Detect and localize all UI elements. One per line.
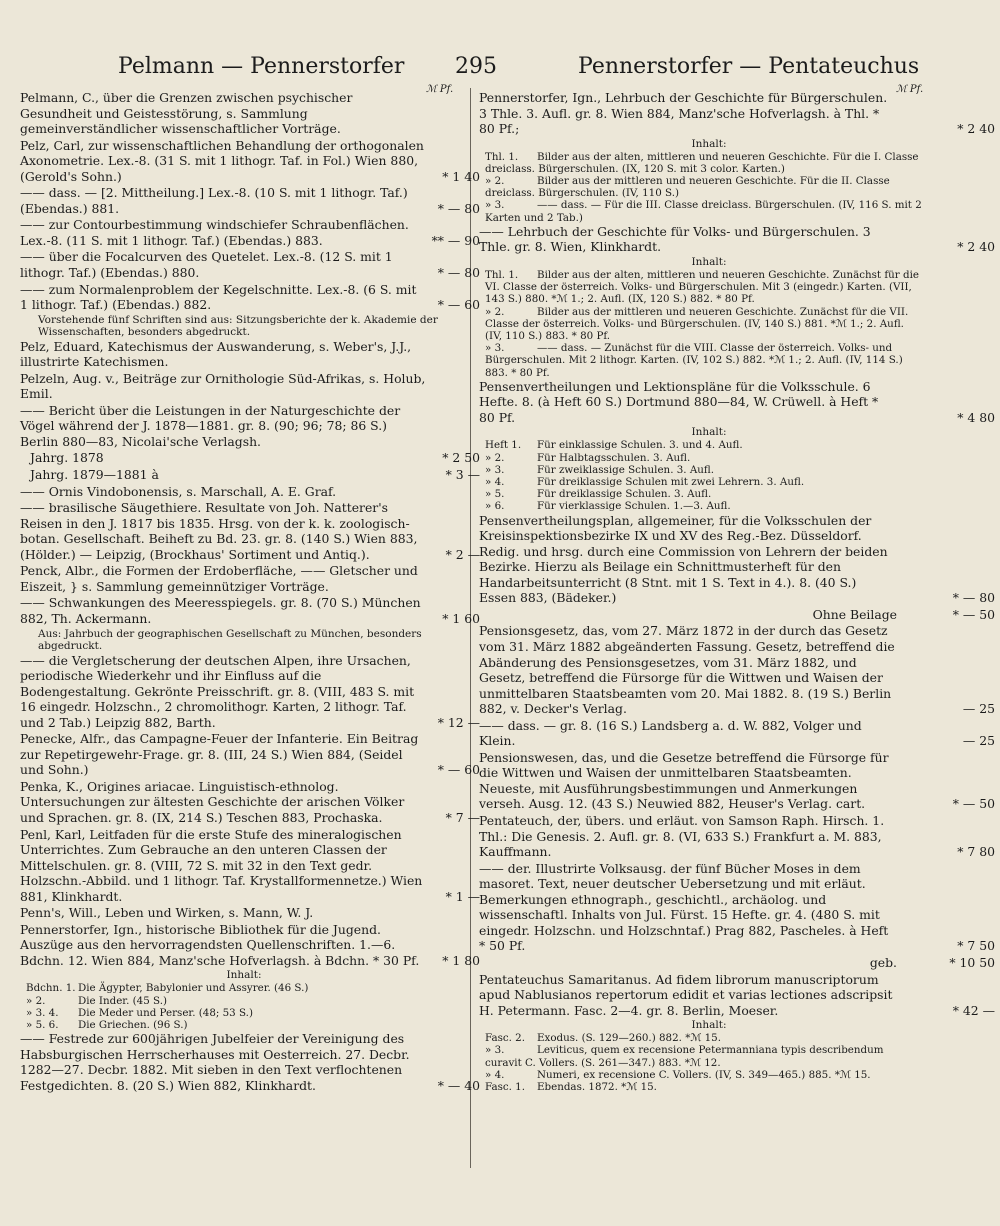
contents-item-volume: » 4. [485,1068,505,1081]
catalog-entry [20,652,480,731]
entry-text: Penck, Albr., die Formen der Erdoberfläche, —— Gletscher und Eiszeit, } s. Sammlung gemeinnütziger Vorträge. [20,563,418,594]
catalog-entry [479,971,995,1019]
entry-price: * 7 — [445,809,480,825]
entry-text: Pelz, Eduard, Katechismus der Auswanderung, s. Weber's, J.J., illustrirte Katechismen. [20,338,412,370]
catalog-entry [20,905,468,921]
contents-item [479,1044,939,1068]
entry-price: * — 50 [952,796,995,812]
catalog-entry [20,778,480,826]
contents-item [479,1081,939,1093]
entry-price: ** — 90 [431,232,480,248]
contents-item-text: —— dass. — Für die III. Classe dreiclass. Bürgerschulen. (IV, 116 S. mit 2 Karten und 2 Tab.) [485,199,922,224]
catalog-entry [479,813,995,860]
catalog-entry [20,500,480,562]
catalog-entry [20,921,480,969]
contents-item-text: Für dreiklassige Schulen mit zwei Lehrern. 3. Aufl. [537,476,805,489]
contents-label: Inhalt: [226,969,262,982]
entry-text: Pelzeln, Aug. v., Beiträge zur Ornithologie Süd-Afrikas, s. Holub, Emil. [20,370,426,402]
entry-price: * 2 50 [442,450,480,466]
contents-item-text: Die Inder. (45 S.) [78,994,168,1007]
entry-price: — 25 [962,733,995,749]
contents-item-text: Für dreiklassige Schulen. 3. Aufl. [537,488,712,501]
catalog-entry [20,249,480,281]
catalog-entry [20,403,468,450]
entry-text: Pelmann, C., über die Grenzen zwischen psychischer Gesundheit und Geistesstörung, s. Sammlung gemeinverständlicher wissenschaftlicher Vorträge. [20,90,353,137]
entry-price: * 2 40 [957,121,995,137]
entry-text: —— Lehrbuch der Geschichte für Volks- und Bürgerschulen. 3 Thle. gr. 8. Wien, Klinkhardt. [479,223,871,255]
left-column [20,90,480,1094]
catalog-entry [479,90,995,137]
entry-price: * 1 — [445,888,480,904]
entry-text: Pentateuchus Samaritanus. Ad fidem librorum manuscriptorum apud Nablusianos repertorum edidit et varias lectiones adscripsit H. Petermann. Fasc. 2—4. gr. 8. Berlin, Moeser. [479,971,893,1018]
contents-item [479,1069,939,1081]
contents-item [20,995,468,1007]
contents-item-text: Für vierklassige Schulen. 1.—3. Aufl. [537,500,731,513]
entry-price: * 2 — [445,546,480,562]
contents-item-volume: Thl. 1. [485,150,519,163]
catalog-entry [20,339,468,370]
entry-text: Penecke, Alfr., das Campagne-Feuer der Infanterie. Ein Beitrag zur Repetirgewehr-Frage. gr. 8. (III, 24 S.) Wien 884, (Seidel und Sohn.) [20,731,419,778]
entry-price: * 10 50 [949,954,995,970]
entry-text: Jahrg. 1879—1881 à [30,467,159,483]
catalog-entry [479,512,995,606]
catalog-entry [20,826,480,905]
running-head [0,48,1000,88]
contents-item [479,342,939,379]
entry-text: Pelz, Carl, zur wissenschaftlichen Behandlung der orthogonalen Axonometrie. Lex.-8. (31 S. mit 1 lithogr. Taf. in Fol.) Wien 880, (Gerold's Sohn.) [20,137,424,184]
price-unit-right: ℳ Pf. [896,84,924,95]
contents-item-text: Die Ägypter, Babylonier und Assyrer. (46 S.) [78,982,309,995]
entry-text: —— Festrede zur 600jährigen Jubelfeier der Vereinigung des Habsburgischen Herrscherhauses mit Oesterreich. 27. Decbr. 1282—27. Decbr. 1882. Mit sieben in den Text verflochtenen Festgedichten. 8. (20 S.) Wien 882, Klinkhardt. [20,1031,410,1093]
contents-item-volume: » 3. [485,1044,505,1057]
contents-item-volume: » 3. 4. [26,1006,59,1019]
contents-item-text: Numeri, ex recensione C. Vollers. (IV, S. 349—465.) 885. *ℳ 15. [537,1068,871,1081]
contents-item-text: Die Griechen. (96 S.) [78,1019,188,1032]
contents-item-text: Bilder aus der alten, mittleren und neueren Geschichte. Für die I. Classe dreiclass. Bürgerschulen. (IX, 120 S. mit 3 color. Karten.) [485,150,919,175]
catalog-entry [20,185,480,216]
entry-text: —— der. Illustrirte Volksausg. der fünf Bücher Moses in dem masoret. Text, neuer deutscher Uebersetzung und mit erläut. Bemerkungen ethnograph., geschichtl., archäolog. und wissenschaftl. Inhalts von Jul. Fürst. 15 Hefte. gr. 4. (480 S. mit eingedr. Holzschn. und Holzschntaf.) Prag 882, Pascheles. à Heft * 50 Pf. [479,860,889,954]
contents-item [479,199,939,223]
catalog-entry [479,717,995,749]
entry-text: Penn's, Will., Leben und Wirken, s. Mann, W. J. [20,905,314,921]
contents-label: Inhalt: [691,426,727,439]
contents-item-volume: » 4. [485,476,505,489]
page-number: 295 [455,54,497,79]
contents-item-text: Für zweiklassige Schulen. 3. Aufl. [537,463,715,476]
entry-price: * 1 80 [442,952,480,968]
catalog-entry [20,467,480,483]
entry-text: Pensenvertheilungen und Lektionspläne für die Volksschule. 6 Hefte. 8. (à Heft 60 S.) Dortmund 880—84, W. Crüwell. à Heft * 80 Pf. [479,378,879,425]
contents-item [479,175,939,199]
entry-price: * — 40 [437,1077,480,1093]
catalog-entry [20,731,480,778]
column-divider [470,88,471,1168]
contents-item-volume: » 5. 6. [26,1019,59,1032]
catalog-entry [479,223,995,255]
catalog-entry [479,954,995,971]
entry-text: Pennerstorfer, Ign., Lehrbuch der Geschichte für Bürgerschulen. 3 Thle. 3. Aufl. gr. 8. Wien 884, Manz'sche Hofverlagsh. à Thl. * 80 Pf.; [479,90,888,137]
contents-item-volume: » 2. [485,305,505,318]
catalog-entry [479,378,995,426]
entry-text: —— Ornis Vindobonensis, s. Marschall, A. E. Graf. [20,483,337,499]
contents-label: Inhalt: [691,1019,727,1032]
entry-text: —— zum Normalenproblem der Kegelschnitte. Lex.-8. (6 S. mit 1 lithogr. Taf.) (Ebendas.) 882. [20,281,417,313]
entry-text: —— die Vergletscherung der deutschen Alpen, ihre Ursachen, periodische Wiederkehr und ihr Einfluss auf die Bodengestaltung. Gekrönte Preisschrift. gr. 8. (VIII, 483 S. mit 16 eingedr. Holzschn., 2 chromolithogr. Karten, 2 lithogr. Taf. und 2 Tab.) Leipzig 882, Barth. [20,652,415,730]
catalog-entry [20,1031,480,1093]
entry-note [20,628,468,652]
catalog-entry [20,217,480,248]
contents-item-volume: » 5. [485,488,505,501]
contents-item [479,452,939,464]
entry-text: Jahrg. 1878 [30,450,104,466]
contents-item-text: Bilder aus der mittleren und neueren Geschichte. Für die II. Classe dreiclass. Bürgerschulen. (IV, 110 S.) [485,175,890,200]
catalog-entry [20,281,480,313]
catalog-entry [479,606,995,623]
contents-item [479,464,939,476]
contents-item-volume: » 2. [26,994,46,1007]
entry-text: Pentateuch, der, übers. und erläut. von Samson Raph. Hirsch. 1. Thl.: Die Genesis. 2. Aufl. gr. 8. (VI, 633 S.) Frankfurt a. M. 883, Kauffmann. [479,813,885,860]
catalog-entry [20,371,468,402]
contents-item-volume: » 2. [485,451,505,464]
entry-price: * 12 — [437,714,480,730]
catalog-entry [479,623,995,717]
entry-price: * — 80 [437,265,480,281]
contents-item [479,439,939,451]
contents-item [479,500,939,512]
entry-text: geb. [869,954,897,970]
contents-item [479,488,939,500]
entry-price: * 1 40 [442,168,480,184]
contents-item-text: Die Meder und Perser. (48; 53 S.) [78,1006,253,1019]
entry-price: * — 80 [952,590,995,606]
contents-item [479,306,939,343]
contents-item-text: Bilder aus der alten, mittleren und neueren Geschichte. Zunächst für die VI. Classe der österreich. Volks- und Bürgerschulen. Mit 3 (eingedr.) Karten. (VII, 143 S.) 880. *ℳ 1.; 2. Aufl. (IX, 120 S.) 882. * 80 Pf. [485,268,919,306]
contents-item-volume: Fasc. 1. [485,1080,526,1093]
contents-item [479,151,939,175]
entry-text: —— Schwankungen des Meeresspiegels. gr. 8. (70 S.) München 882, Th. Ackermann. [20,595,421,626]
entry-text: Pensionsgesetz, das, vom 27. März 1872 in der durch das Gesetz vom 31. März 1882 abgeänderten Fassung. Gesetz, betreffend die Abänderung des Pensionsgesetzes, vom 31. März 1882, und Gesetz, betreffend die Fürsorge für die Wittwen und Waisen der unmittelbaren Staatsbeamten vom 20. Mai 1882. 8. (19 S.) Berlin 882, v. Decker's Verlag. [479,623,895,717]
catalog-entry [20,484,468,500]
entry-price: * 7 80 [957,844,995,860]
entry-text: Pennerstorfer, Ign., historische Bibliothek für die Jugend. Auszüge aus den hervorragendsten Quellenschriften. 1.—6. Bdchn. 12. Wien 884, Manz'sche Hofverlagsh. à Bdchn. * 30 Pf. [20,921,420,968]
entry-price: * — 80 [437,200,480,216]
contents-item-text: Ebendas. 1872. *ℳ 15. [537,1080,657,1093]
catalog-entry [20,563,468,594]
entry-price: * 2 40 [957,239,995,255]
entry-price: * 42 — [952,1002,995,1018]
catalog-entry [20,137,480,185]
contents-item-text: Für Halbtagsschulen. 3. Aufl. [537,451,691,464]
contents-label: Inhalt: [691,137,727,150]
contents-item-volume: » 3. [485,342,505,355]
entry-price: * — 50 [952,606,995,622]
entry-text: —— Bericht über die Leistungen in der Naturgeschichte der Vögel während der J. 1878—1881. gr. 8. (90; 96; 78; 86 S.) Berlin 880—83, Nicolai'sche Verlagsh. [20,402,401,449]
entry-text: Penl, Karl, Leitfaden für die erste Stufe des mineralogischen Unterrichtes. Zum Gebrauche an den unteren Classen der Mittelschulen. gr. 8. (VIII, 72 S. mit 32 in den Text gedr. Holzschn.-Abbild. und 1 lithogr. Taf. Krystallformennetze.) Wien 881, Klinkhardt. [20,826,423,904]
contents-item [20,982,468,994]
catalog-entry [20,595,480,626]
entry-price: — 25 [962,701,995,717]
contents-item-text: Exodus. (S. 129—260.) 882. *ℳ 15. [537,1032,722,1045]
running-head-right: Pennerstorfer — Pentateuchus [578,54,920,79]
contents-item-volume: Thl. 1. [485,268,519,281]
contents-item [20,1007,468,1019]
entry-text: —— dass. — gr. 8. (16 S.) Landsberg a. d. W. 882, Volger und Klein. [479,717,862,749]
right-column [479,90,995,1093]
catalog-entry [20,450,480,466]
contents-item-volume: Fasc. 2. [485,1032,526,1045]
entry-text: Ohne Beilage [812,606,897,622]
contents-item [479,269,939,306]
contents-item-volume: Bdchn. 1. [26,982,76,995]
contents-item-volume: » 3. [485,199,505,212]
entry-text: Pensionswesen, das, und die Gesetze betreffend die Fürsorge für die Wittwen und Waisen der unmittelbaren Staatsbeamten. Neueste, mit Ausführungsbestimmungen und Anmerkungen verseh. Ausg. 12. (43 S.) Neuwied 882, Heuser's Verlag. cart. [479,749,889,812]
contents-item-text: Bilder aus der mittleren und neueren Geschichte. Zunächst für die VII. Classe der österreich. Volks- und Bürgerschulen. (IV, 140 S.) 881. *ℳ 1.; 2. Aufl. (IV, 110 S.) 883. * 80 Pf. [485,305,909,342]
entry-text: Pensenvertheilungsplan, allgemeiner, für die Volksschulen der Kreisinspektionsbezirke IX und XV des Reg.-Bez. Düsseldorf. Redig. und hrsg. durch eine Commission von Lehrern der beiden Bezirke. Hierzu als Beilage ein Schnittmusterheft für den Handarbeitsunterricht (8 Stnt. mit 1 S. Text in 4.). 8. (40 S.) Essen 883, (Bädeker.) [479,512,888,606]
entry-price: * — 60 [437,762,480,778]
entry-price: * 7 50 [957,938,995,954]
entry-price: * 3 — [445,467,480,483]
entry-text: —— über die Focalcurven des Quetelet. Lex.-8. (12 S. mit 1 lithogr. Taf.) (Ebendas.) 880. [20,249,393,281]
running-head-left: Pelmann — Pennerstorfer [118,54,405,79]
price-unit-left: ℳ Pf. [426,84,454,95]
entry-text: —— dass. — [2. Mittheilung.] Lex.-8. (10 S. mit 1 lithogr. Taf.) (Ebendas.) 881. [20,185,408,216]
contents-item-volume: » 6. [485,500,505,513]
entry-price: * — 60 [437,297,480,313]
contents-item [20,1019,468,1031]
entry-text: Penka, K., Origines ariacae. Linguistisch-ethnolog. Untersuchungen zur ältesten Geschichte der arischen Völker und Sprachen. gr. 8. (IX, 214 S.) Teschen 883, Prochaska. [20,778,405,825]
entry-price: * 1 60 [442,610,480,626]
contents-item-text: Für einklassige Schulen. 3. und 4. Aufl. [537,439,743,452]
entry-text: Aus: Jahrbuch der geographischen Gesellschaft zu München, besonders abgedruckt. [38,627,422,652]
contents-item-text: Leviticus, quem ex recensione Petermanniana typis describendum curavit C. Vollers. (S. 261—347.) 883. *ℳ 12. [485,1044,884,1069]
catalog-entry [479,749,995,812]
contents-item-volume: » 3. [485,463,505,476]
catalog-entry [20,90,468,137]
contents-item-volume: Heft 1. [485,439,522,452]
entry-text: —— brasilische Säugethiere. Resultate von Joh. Natterer's Reisen in den J. 1817 bis 1835. Hrsg. von der k. k. zoologisch-botan. Gesellschaft. Beiheft zu Bd. 23. gr. 8. (140 S.) Wien 883, (Hölder.) — Leipzig, (Brockhaus' Sortiment und Antiq.). [20,500,418,562]
entry-text: —— zur Contourbestimmung windschiefer Schraubenflächen. Lex.-8. (11 S. mit 1 lithogr. Taf.) (Ebendas.) 883. [20,217,409,248]
contents-item [479,1032,939,1044]
entry-text: Vorstehende fünf Schriften sind aus: Sitzungsberichte der k. Akademie der Wissenschaften, besonders abgedruckt. [38,313,438,338]
catalog-entry [479,860,995,954]
entry-note [20,314,468,338]
contents-item [479,476,939,488]
contents-item-volume: » 2. [485,175,505,188]
entry-price: * 4 80 [957,409,995,425]
contents-item-text: —— dass. — Zunächst für die VIII. Classe der österreich. Volks- und Bürgerschulen. Mit 2 lithogr. Karten. (IV, 102 S.) 882. *ℳ 1.; 2. Aufl. (IV, 114 S.) 883. * 80 Pf. [485,342,903,379]
contents-label: Inhalt: [691,255,727,268]
